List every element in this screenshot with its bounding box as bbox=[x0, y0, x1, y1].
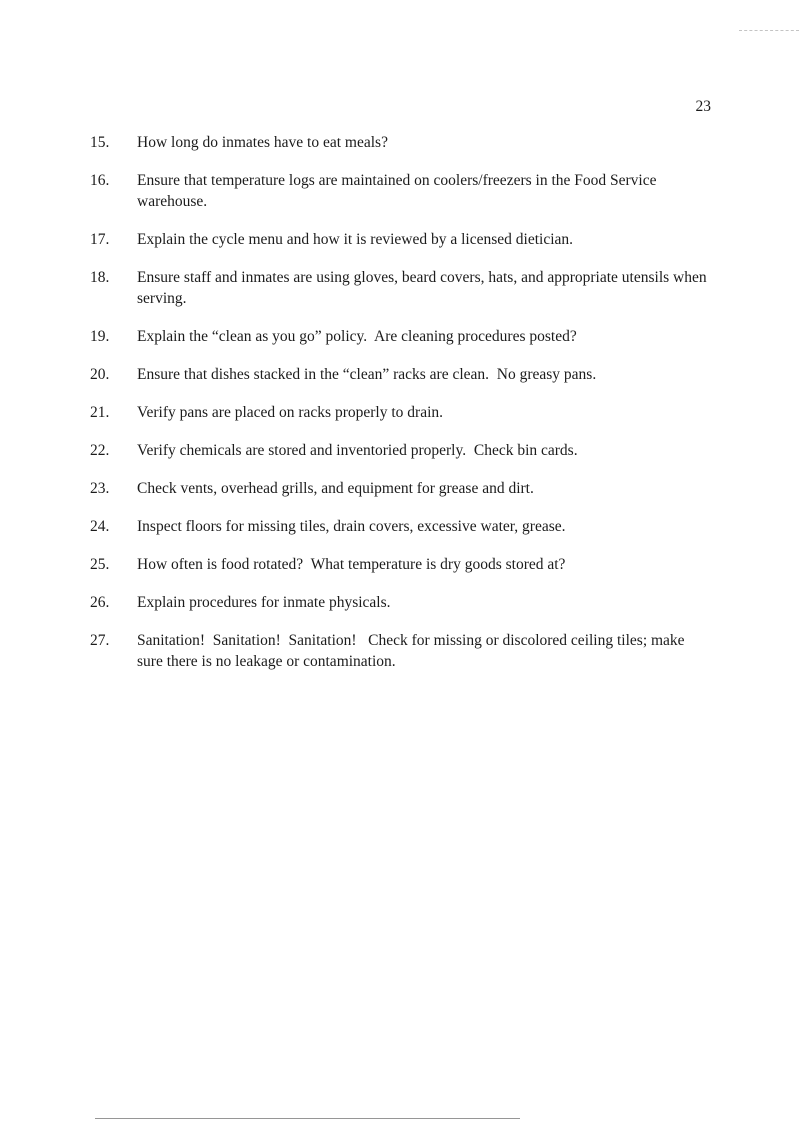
item-text: How often is food rotated? What temperature is dry goods stored at? bbox=[137, 556, 566, 573]
list-item bbox=[90, 554, 715, 575]
item-number: 19. bbox=[90, 328, 110, 345]
item-number: 17. bbox=[90, 231, 110, 248]
item-number: 16. bbox=[90, 172, 110, 189]
list-item bbox=[90, 132, 715, 153]
list-item bbox=[90, 326, 715, 347]
item-text: Verify pans are placed on racks properly to drain. bbox=[137, 404, 444, 421]
item-text: Check vents, overhead grills, and equipment for grease and dirt. bbox=[137, 480, 534, 497]
list-item bbox=[90, 592, 715, 613]
page-number: 23 bbox=[695, 98, 711, 115]
item-number: 15. bbox=[90, 134, 110, 151]
item-number: 24. bbox=[90, 518, 110, 535]
list-item bbox=[90, 170, 715, 212]
scan-artifact-bottom bbox=[95, 1118, 520, 1119]
list-item bbox=[90, 267, 715, 309]
item-number: 22. bbox=[90, 442, 110, 459]
item-text: Verify chemicals are stored and inventoried properly. Check bin cards. bbox=[137, 442, 578, 459]
item-text: Ensure staff and inmates are using gloves, beard covers, hats, and appropriate utensils when serving. bbox=[137, 269, 711, 307]
item-number: 18. bbox=[90, 269, 110, 286]
item-text: Inspect floors for missing tiles, drain covers, excessive water, grease. bbox=[137, 518, 566, 535]
item-text: Ensure that temperature logs are maintained on coolers/freezers in the Food Service warehouse. bbox=[137, 172, 661, 210]
item-number: 21. bbox=[90, 404, 110, 421]
item-text: How long do inmates have to eat meals? bbox=[137, 134, 388, 151]
list-item bbox=[90, 402, 715, 423]
item-number: 26. bbox=[90, 594, 110, 611]
list-item bbox=[90, 364, 715, 385]
item-number: 20. bbox=[90, 366, 110, 383]
list-item bbox=[90, 478, 715, 499]
item-number: 27. bbox=[90, 632, 110, 649]
list-item bbox=[90, 516, 715, 537]
scan-artifact-top bbox=[739, 30, 799, 31]
item-text: Explain procedures for inmate physicals. bbox=[137, 594, 391, 611]
question-list bbox=[90, 132, 715, 689]
list-item bbox=[90, 630, 715, 672]
item-text: Ensure that dishes stacked in the “clean” racks are clean. No greasy pans. bbox=[137, 366, 597, 383]
item-number: 25. bbox=[90, 556, 110, 573]
list-item bbox=[90, 440, 715, 461]
list-item bbox=[90, 229, 715, 250]
item-text: Explain the cycle menu and how it is reviewed by a licensed dietician. bbox=[137, 231, 574, 248]
item-text: Sanitation! Sanitation! Sanitation! Check for missing or discolored ceiling tiles; make sure there is no leakage or contamination. bbox=[137, 632, 689, 670]
item-number: 23. bbox=[90, 480, 110, 497]
item-text: Explain the “clean as you go” policy. Are cleaning procedures posted? bbox=[137, 328, 577, 345]
